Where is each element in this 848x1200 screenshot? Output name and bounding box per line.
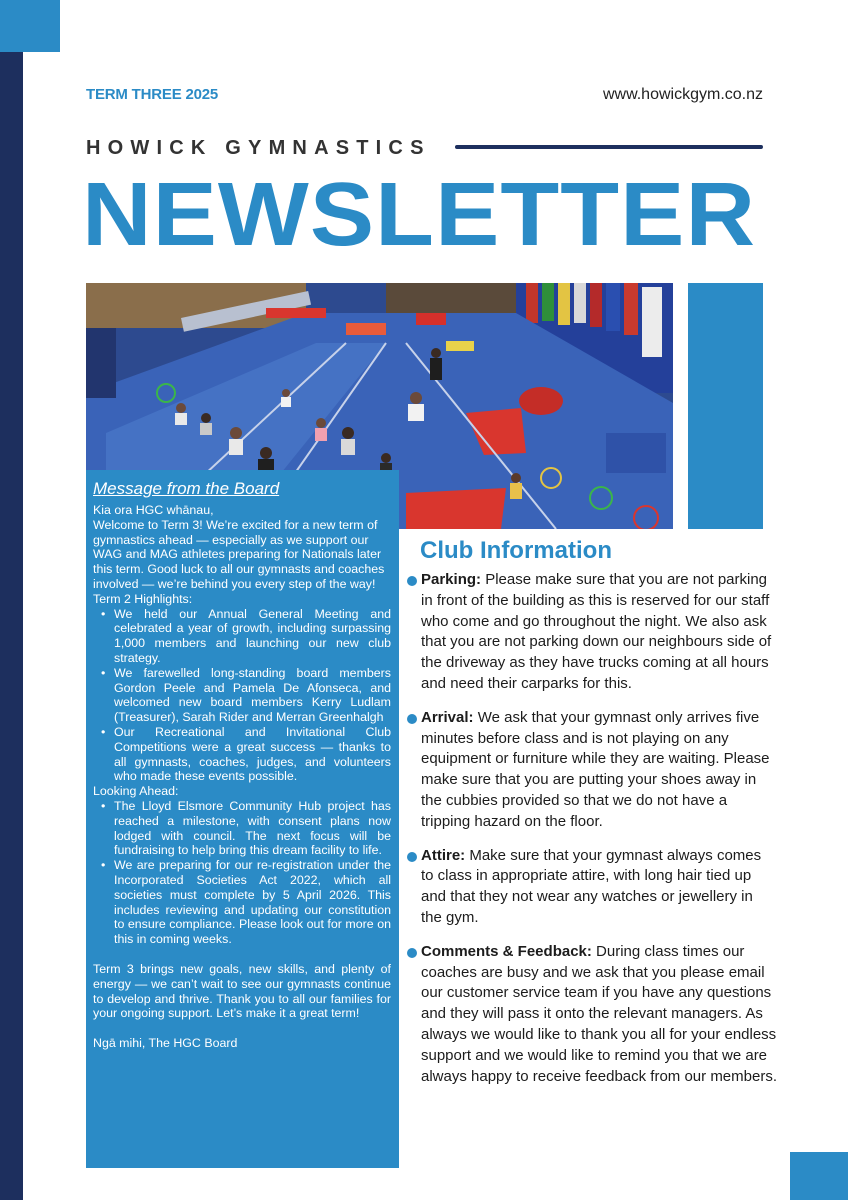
club-item-text: Please make sure that you are not parking in front of the building as this is reserved for our staff who come and go throughout the night. We also ask that you are not parking down our neighbours side of the driveway as they have trucks coming at all hours and need their carparks for this. bbox=[421, 571, 772, 692]
list-item: • We farewelled long-standing board members Gordon Peele and Pamela De Afonseca, and welcomed new board members Kerry Ludlam (Treasurer), Sarah Rider and Merran Greenhalgh bbox=[93, 666, 391, 725]
looking-ahead-list bbox=[93, 799, 391, 947]
club-item-label: Parking: bbox=[421, 571, 482, 588]
club-item-attire bbox=[407, 846, 777, 929]
board-intro: Welcome to Term 3! We’re excited for a new term of gymnastics ahead — especially as we support our WAG and MAG athletes preparing for Nationals later this term. Good luck to all our gymnasts and coaches involved — we’re behind you every step of the way! bbox=[93, 517, 385, 591]
highlights-list bbox=[93, 607, 391, 785]
board-closing: Term 3 brings new goals, new skills, and plenty of energy — we can’t wait to see our gymnasts continue to develop and thrive. Thank you to all our families for your ongoing support. Let’s make it a great term! bbox=[93, 961, 391, 1021]
board-message-title: Message from the Board bbox=[93, 479, 280, 498]
list-item: • Our Recreational and Invitational Club Competitions were a great success — thanks to all gymnasts, coaches, judges, and volunteers who made these events possible. bbox=[93, 725, 391, 784]
board-greeting: Kia ora HGC whānau, bbox=[93, 503, 214, 517]
bullet-dot-icon bbox=[407, 576, 417, 586]
highlights-heading: Term 2 Highlights: bbox=[93, 591, 193, 606]
club-item-parking bbox=[407, 570, 777, 695]
list-item: • The Lloyd Elsmore Community Hub project has reached a milestone, with consent plans now lodged with council. The next focus will be fundraising to help bring this dream facility to life. bbox=[93, 799, 391, 858]
list-item: • We held our Annual General Meeting and celebrated a year of growth, including surpassing 1,000 members and launching our new club strategy. bbox=[93, 607, 391, 666]
club-item-arrival bbox=[407, 708, 777, 833]
corner-accent-bottom-right bbox=[790, 1152, 848, 1200]
board-signoff: Ngā mihi, The HGC Board bbox=[93, 1036, 238, 1051]
left-navy-bar bbox=[0, 52, 23, 1200]
looking-ahead-heading: Looking Ahead: bbox=[93, 784, 179, 799]
club-information-section bbox=[407, 535, 777, 1100]
club-item-text: Make sure that your gymnast always comes to class in appropriate attire, with long hair tied up and that they not wear any watches or jewellery in the gym. bbox=[421, 846, 762, 926]
website-link[interactable]: www.howickgym.co.nz bbox=[602, 86, 763, 103]
brand-divider bbox=[455, 145, 763, 149]
term-label: TERM THREE 2025 bbox=[86, 86, 219, 103]
board-message-panel bbox=[86, 470, 399, 1168]
club-information-title: Club Information bbox=[420, 537, 612, 564]
club-item-label: Comments & Feedback: bbox=[421, 942, 592, 960]
corner-accent-top-left bbox=[0, 0, 60, 52]
bullet-dot-icon bbox=[407, 948, 417, 958]
club-item-text: We ask that your gymnast only arrives five minutes before class and is not playing on any equipment or furniture while they are waiting. Please make sure that you are putting your shoes away in the cubbies provided so that we do not have a tripping hazard on the floor. bbox=[421, 708, 770, 830]
list-item: • We are preparing for our re-registration under the Incorporated Societies Act 2022, which all societies must complete by 5 April 2026. This includes reviewing and updating our constitution to ensure compliance. Please look out for more on this in coming weeks. bbox=[93, 858, 391, 947]
club-item-text: During class times our coaches are busy and we ask that you please email our customer service team if you have any questions and they will pass it onto the relevant managers. As always we would like to thank you all for your endless support and we would like to remind you that we are always happy to receive feedback from our members. bbox=[421, 942, 777, 1085]
brand-name: HOWICK GYMNASTICS bbox=[86, 137, 431, 159]
photo-side-accent bbox=[688, 283, 763, 529]
club-item-label: Attire: bbox=[421, 846, 466, 864]
newsletter-headline: NEWSLETTER bbox=[82, 165, 757, 265]
club-item-feedback bbox=[407, 942, 777, 1088]
bullet-dot-icon bbox=[407, 852, 417, 862]
club-item-label: Arrival: bbox=[421, 708, 474, 726]
bullet-dot-icon bbox=[407, 714, 417, 724]
